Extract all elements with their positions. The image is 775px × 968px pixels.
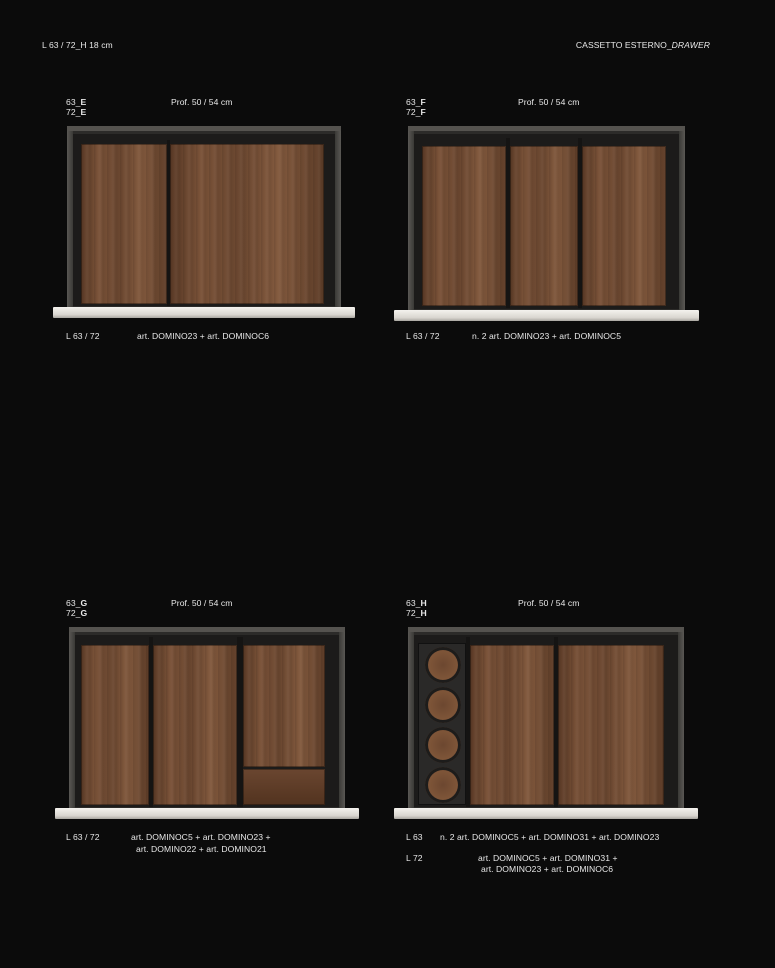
code-72: 72_F	[406, 107, 426, 117]
drawer-front-panel	[394, 808, 698, 819]
drawer-side-right	[678, 627, 684, 809]
caption-size-63: L 63	[406, 832, 423, 842]
bottle-ring	[425, 767, 461, 803]
code-72: 72_H	[406, 608, 427, 618]
drawer-front-panel	[53, 307, 355, 318]
drawer-side-left	[69, 627, 75, 809]
code-63: 63_E	[66, 97, 87, 107]
code-block-g	[66, 598, 87, 618]
caption-articles-72-line2: art. DOMINO23 + art. DOMINOC6	[481, 864, 614, 874]
drawer-h	[394, 627, 698, 819]
caption-articles-line1: art. DOMINOC5 + art. DOMINO23 +	[131, 832, 271, 842]
caption-size: L 63 / 72	[406, 331, 440, 341]
drawer-side-left	[67, 126, 73, 308]
caption-size: L 63 / 72	[66, 832, 100, 842]
page-header-left: L 63 / 72_H 18 cm	[42, 40, 113, 50]
page-header-right	[576, 40, 710, 50]
caption-size: L 63 / 72	[66, 331, 100, 341]
drawer-side-right	[339, 627, 345, 809]
code-63: 63_G	[66, 598, 88, 608]
wood-insert	[81, 645, 149, 805]
wood-insert	[422, 146, 506, 306]
depth-label: Prof. 50 / 54 cm	[518, 598, 580, 608]
drawer-side-left	[408, 627, 414, 809]
caption-articles-72-line1: art. DOMINOC5 + art. DOMINO31 +	[478, 853, 618, 863]
code-block-h	[406, 598, 427, 618]
code-72: 72_G	[66, 608, 88, 618]
drawer-front-panel	[394, 310, 699, 321]
code-block-e	[66, 97, 86, 117]
wood-insert	[470, 645, 554, 805]
drawer-f	[394, 126, 699, 321]
drawer-rim	[408, 126, 685, 131]
code-63: 63_H	[406, 598, 427, 608]
caption-articles-63: n. 2 art. DOMINOC5 + art. DOMINO31 + art. DOMINO23	[440, 832, 660, 842]
caption-size-72: L 72	[406, 853, 423, 863]
wood-insert	[81, 144, 167, 304]
drawer-front-panel	[55, 808, 359, 819]
depth-label: Prof. 50 / 54 cm	[171, 598, 233, 608]
wood-insert	[153, 645, 237, 805]
caption-articles-line2: art. DOMINO22 + art. DOMINO21	[136, 844, 267, 854]
wood-insert	[170, 144, 324, 304]
wood-tray	[243, 769, 325, 805]
drawer-rim	[408, 627, 684, 632]
drawer-side-left	[408, 126, 414, 311]
bottle-ring	[425, 687, 461, 723]
wood-insert	[582, 146, 666, 306]
depth-label: Prof. 50 / 54 cm	[171, 97, 233, 107]
wood-insert	[510, 146, 578, 306]
wood-insert	[243, 645, 325, 767]
bottle-ring	[425, 647, 461, 683]
drawer-g	[55, 627, 359, 819]
header-title-italic: DRAWER	[671, 40, 710, 50]
drawer-rim	[69, 627, 345, 632]
bottle-ring	[425, 727, 461, 763]
drawer-side-right	[679, 126, 685, 311]
caption-articles: n. 2 art. DOMINO23 + art. DOMINOC5	[472, 331, 622, 341]
header-title: CASSETTO ESTERNO_	[575, 40, 672, 50]
code-63: 63_F	[406, 97, 426, 107]
drawer-rim	[67, 126, 341, 131]
drawer-side-right	[335, 126, 341, 308]
wood-insert	[558, 645, 664, 805]
caption-articles: art. DOMINO23 + art. DOMINOC6	[137, 331, 270, 341]
drawer-e	[53, 126, 355, 318]
depth-label: Prof. 50 / 54 cm	[518, 97, 580, 107]
code-72: 72_E	[66, 107, 87, 117]
code-block-f	[406, 97, 426, 117]
